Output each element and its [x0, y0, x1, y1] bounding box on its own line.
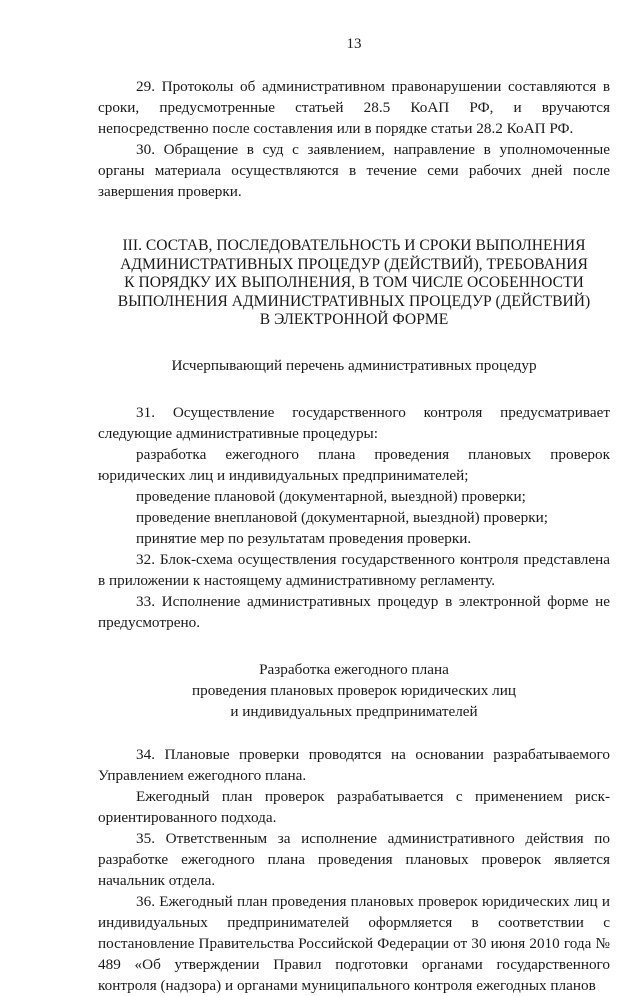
subheading-line: проведения плановых проверок юридических лиц	[191, 681, 517, 699]
paragraph-34-risk: Ежегодный план проверок разрабатывается с применением риск-ориентированного подхода.	[98, 787, 610, 826]
paragraph-31: 31. Осуществление государственного контроля предусматривает следующие административные процедуры:	[98, 403, 610, 442]
list-item-measures: принятие мер по результатам проведения проверки.	[136, 529, 472, 547]
document-page	[98, 34, 610, 996]
section-title	[98, 237, 610, 330]
subheading-procedures-list: Исчерпывающий перечень административных процедур	[171, 356, 537, 374]
subheading-annual-plan	[98, 659, 610, 722]
section-title-line: III. СОСТАВ, ПОСЛЕДОВАТЕЛЬНОСТЬ И СРОКИ ВЫПОЛНЕНИЯ	[122, 237, 586, 254]
list-item-unplanned-inspection: проведение внеплановой (документарной, выездной) проверки;	[136, 508, 548, 526]
paragraph-32: 32. Блок-схема осуществления государственного контроля представлена в приложении к настоящему административному регламенту.	[98, 550, 610, 589]
paragraph-33: 33. Исполнение административных процедур в электронной форме не предусмотрено.	[98, 592, 610, 631]
paragraph-34: 34. Плановые проверки проводятся на основании разрабатываемого Управлением ежегодного плана.	[98, 745, 610, 784]
subheading-line: Разработка ежегодного плана	[259, 660, 449, 678]
section-title-line: К ПОРЯДКУ ИХ ВЫПОЛНЕНИЯ, В ТОМ ЧИСЛЕ ОСОБЕННОСТИ	[124, 274, 584, 291]
section-title-line: В ЭЛЕКТРОННОЙ ФОРМЕ	[259, 311, 449, 328]
page-number: 13	[346, 36, 362, 52]
paragraph-36: 36. Ежегодный план проведения плановых проверок юридических лиц и индивидуальных предпринимателей оформляется в соответствии с постановление Правительства Российской Федерации от 30 июня 2010 года № 489 «Об утверждении Правил подготовки органами государственного контроля (надзора) и органами муниципального контроля ежегодных планов	[98, 892, 610, 994]
list-item-annual-plan: разработка ежегодного плана проведения плановых проверок юридических лиц и индивидуальных предпринимателей;	[98, 445, 610, 484]
paragraph-35: 35. Ответственным за исполнение административного действия по разработке ежегодного плана проведения плановых проверок является начальник отдела.	[98, 829, 610, 889]
subheading-line: и индивидуальных предпринимателей	[230, 702, 478, 720]
list-item-planned-inspection: проведение плановой (документарной, выездной) проверки;	[136, 487, 526, 505]
section-title-line: АДМИНИСТРАТИВНЫХ ПРОЦЕДУР (ДЕЙСТВИЙ), ТРЕБОВАНИЯ	[120, 255, 588, 273]
paragraph-30: 30. Обращение в суд с заявлением, направление в уполномоченные органы материала осуществляются в течение семи рабочих дней после завершения проверки.	[98, 141, 610, 200]
paragraph-29: 29. Протоколы об административном правонарушении составляются в сроки, предусмотренные статьей 28.5 КоАП РФ, и вручаются непосредственно после составления или в порядке статьи 28.2 КоАП РФ.	[98, 78, 610, 137]
section-title-line: ВЫПОЛНЕНИЯ АДМИНИСТРАТИВНЫХ ПРОЦЕДУР (ДЕЙСТВИЙ)	[117, 292, 591, 310]
